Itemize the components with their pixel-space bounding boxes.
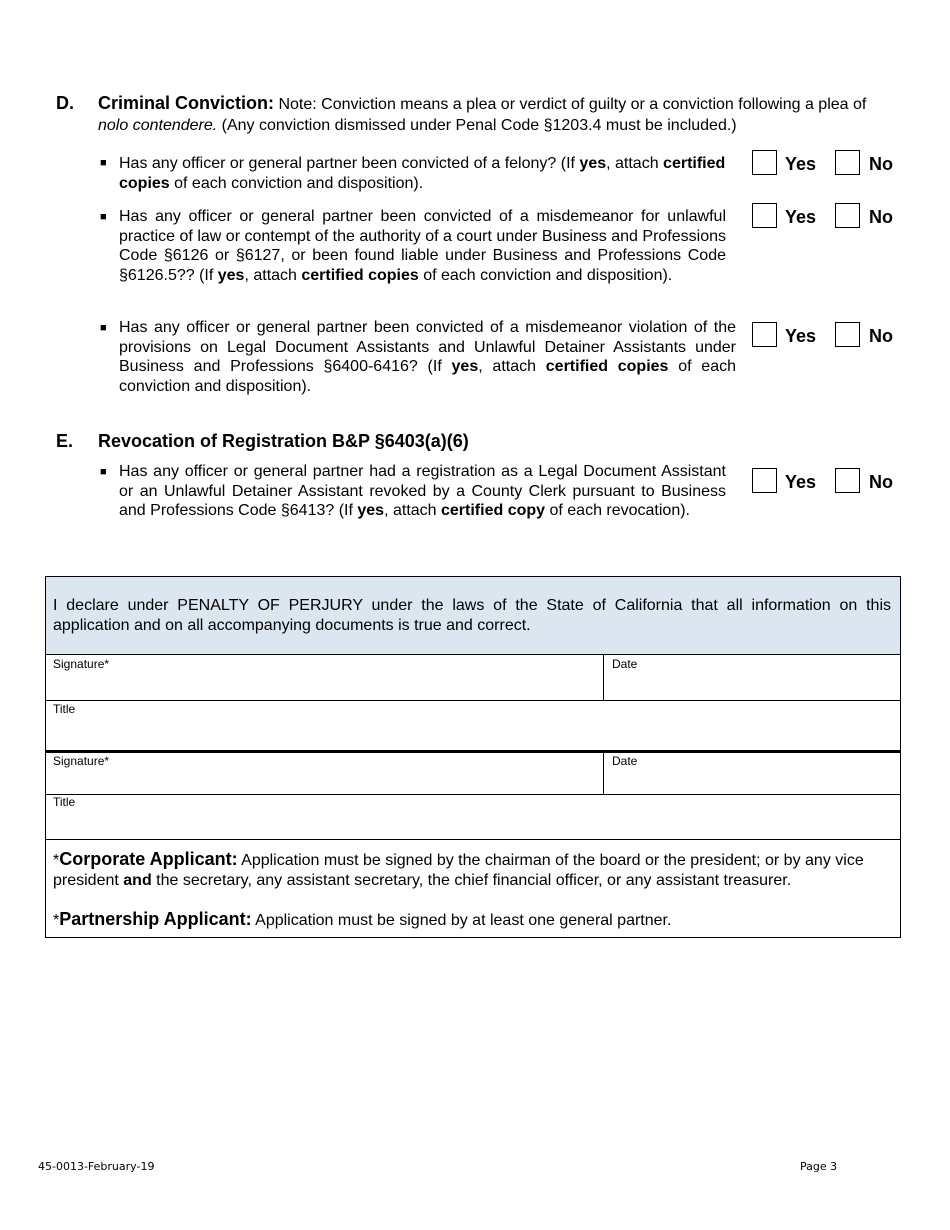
felony-yes-checkbox[interactable] <box>752 150 777 175</box>
date-field-1[interactable] <box>605 656 900 700</box>
unlawful-practice-no-checkbox[interactable] <box>835 203 860 228</box>
lda-violation-yes-checkbox[interactable] <box>752 322 777 347</box>
signature-label-1: Signature* <box>53 657 110 671</box>
date-label-1: Date <box>612 657 638 671</box>
title-field-2[interactable] <box>46 795 900 839</box>
revocation-no-checkbox[interactable] <box>835 468 860 493</box>
question-felony: Has any officer or general partner been convicted of a felony? (If yes, attach certified copies of each conviction and disposition). <box>119 155 726 192</box>
section-d-note-italic: nolo contendere. <box>98 117 218 134</box>
row-divider <box>46 839 900 840</box>
felony-no-label: No <box>869 154 893 174</box>
lda-violation-no-checkbox[interactable] <box>835 322 860 347</box>
signature-field-1[interactable] <box>46 656 603 700</box>
section-e-letter: E. <box>56 431 74 451</box>
bullet-icon: ■ <box>100 466 107 478</box>
unlawful-practice-yes-label: Yes <box>785 207 817 227</box>
bullet-icon: ■ <box>100 157 107 169</box>
question-unlawful-practice: Has any officer or general partner been convicted of a misdemeanor for unlawful practice of law or contempt of the authority of a court under Business and Professions Code §6126 or §6127, or been found liable under Business and Professions Code §6126.5?? (If yes, attach certified copies of each conviction and disposition). <box>119 208 726 284</box>
signature-date-divider-1 <box>603 655 604 700</box>
question-revocation: Has any officer or general partner had a registration as a Legal Document Assistant or an Unlawful Detainer Assistant revoked by a County Clerk pursuant to Business and Professions Code §6413? (If yes, attach certified copy of each revocation). <box>119 463 726 519</box>
title-field-1[interactable] <box>46 701 900 750</box>
partnership-applicant-note: *Partnership Applicant: Application must be signed by at least one general partner. <box>53 909 672 929</box>
section-d-letter: D. <box>56 93 74 113</box>
date-field-2[interactable] <box>605 753 900 794</box>
unlawful-practice-yes-checkbox[interactable] <box>752 203 777 228</box>
felony-yes-label: Yes <box>785 154 817 174</box>
title-label-1: Title <box>53 702 76 716</box>
lda-violation-no-label: No <box>869 326 893 346</box>
signature-field-2[interactable] <box>46 753 603 794</box>
question-lda-violation: Has any officer or general partner been convicted of a misdemeanor violation of the provisions on Legal Document Assistants and Unlawful Detainer Assistants under Business and Professions §6400-6416? (If yes, attach certified copies of each conviction and disposition). <box>119 319 737 395</box>
date-label-2: Date <box>612 754 638 768</box>
declaration-text: I declare under PENALTY OF PERJURY under the laws of the State of California that all information on this application and on all accompanying documents is true and correct. <box>53 597 891 634</box>
signature-label-2: Signature* <box>53 754 110 768</box>
revocation-yes-checkbox[interactable] <box>752 468 777 493</box>
section-d-title: Criminal Conviction: <box>98 93 275 113</box>
corporate-applicant-note: *Corporate Applicant: Application must be signed by the chairman of the board or the president; or by any vice president and the secretary, any assistant secretary, the chief financial officer, or any assistant treasurer. <box>53 849 864 889</box>
unlawful-practice-no-label: No <box>869 207 893 227</box>
lda-violation-yes-label: Yes <box>785 326 817 346</box>
section-d-heading <box>98 93 888 136</box>
signature-date-divider-2 <box>603 753 604 794</box>
page-number: Page 3 <box>800 1160 838 1173</box>
title-label-2: Title <box>53 795 76 809</box>
section-d-note-end: (Any conviction dismissed under Penal Code §1203.4 must be included.) <box>217 117 737 134</box>
revocation-no-label: No <box>869 472 893 492</box>
bullet-icon: ■ <box>100 322 107 334</box>
form-id: 45-0013-February-19 <box>38 1160 155 1173</box>
revocation-yes-label: Yes <box>785 472 817 492</box>
bullet-icon: ■ <box>100 211 107 223</box>
section-e-title: Revocation of Registration B&P §6403(a)(6) <box>98 431 469 451</box>
section-d-note: Note: Conviction means a plea or verdict of guilty or a conviction following a plea of <box>274 96 867 113</box>
felony-no-checkbox[interactable] <box>835 150 860 175</box>
